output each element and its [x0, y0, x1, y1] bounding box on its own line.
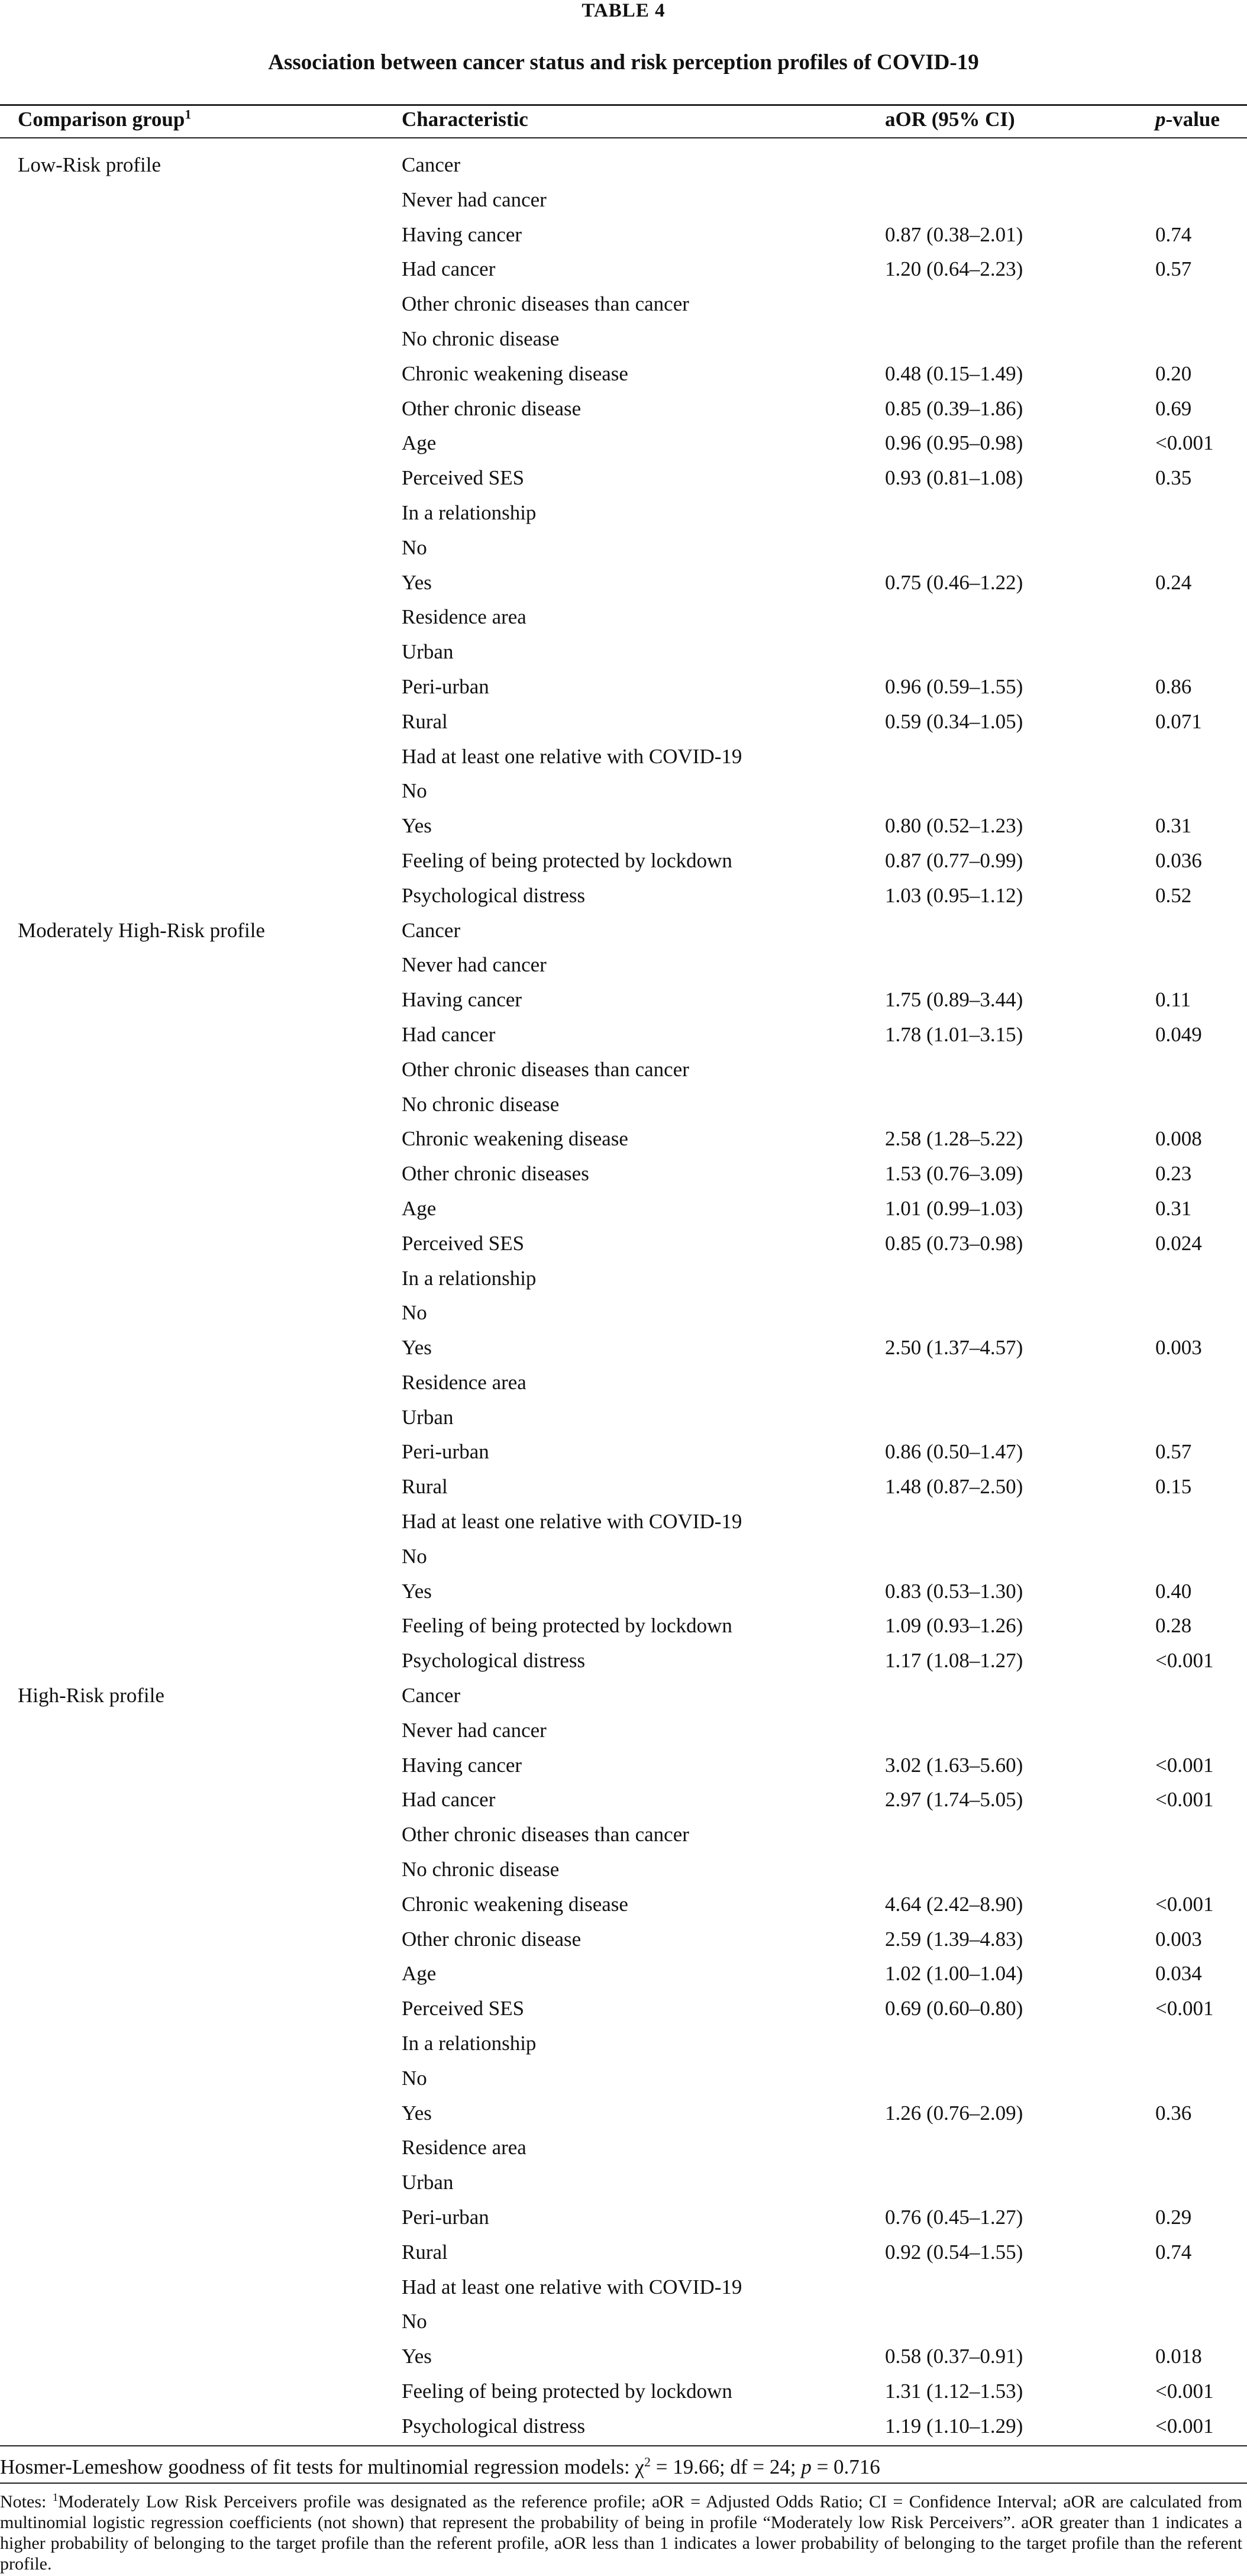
row-aor-cell: 0.85 (0.73–0.98) [885, 1231, 1023, 1255]
row-pvalue-cell: 0.40 [1155, 1579, 1192, 1603]
table-row [0, 1681, 1247, 1716]
row-aor-cell: 1.53 (0.76–3.09) [885, 1162, 1023, 1186]
row-pvalue-cell: <0.001 [1155, 1788, 1214, 1812]
table-row [0, 742, 1247, 777]
hosmer-text-before: Hosmer-Lemeshow goodness of fit tests for multinomial regression models: χ [0, 2455, 644, 2478]
table-row [0, 1368, 1247, 1403]
row-characteristic-cell: Other chronic diseases than cancer [402, 1057, 689, 1081]
row-characteristic-cell: Yes [402, 570, 432, 594]
row-pvalue-cell: 0.071 [1155, 709, 1202, 733]
table-row [0, 2168, 1247, 2203]
row-characteristic-cell: Other chronic diseases than cancer [402, 292, 689, 316]
table-row [0, 1298, 1247, 1333]
row-characteristic-cell: Rural [402, 1475, 448, 1499]
row-pvalue-cell: 0.52 [1155, 883, 1192, 907]
row-characteristic-cell: No chronic disease [402, 1858, 560, 1881]
row-characteristic-cell: No chronic disease [402, 1092, 560, 1116]
row-aor-cell: 1.78 (1.01–3.15) [885, 1022, 1023, 1046]
row-characteristic-cell: Having cancer [402, 1753, 522, 1777]
row-characteristic-cell: Other chronic diseases [402, 1162, 589, 1186]
table-row [0, 1194, 1247, 1229]
table-row [0, 2342, 1247, 2377]
table-row [0, 533, 1247, 568]
table-row [0, 185, 1247, 220]
row-characteristic-cell: Peri-urban [402, 674, 489, 698]
row-characteristic-cell: No [402, 1544, 427, 1568]
row-characteristic-cell: No chronic disease [402, 327, 560, 350]
row-characteristic-cell: Had cancer [402, 257, 496, 281]
row-aor-cell: 1.31 (1.12–1.53) [885, 2380, 1023, 2403]
row-characteristic-cell: Never had cancer [402, 1718, 547, 1742]
row-aor-cell: 0.92 (0.54–1.55) [885, 2240, 1023, 2264]
row-characteristic-cell: In a relationship [402, 501, 537, 524]
table-row [0, 1333, 1247, 1368]
row-characteristic-cell: Yes [402, 1336, 432, 1360]
table-row [0, 950, 1247, 985]
header-group-label: Comparison group [18, 108, 185, 131]
row-characteristic-cell: Cancer [402, 918, 461, 942]
table-row [0, 811, 1247, 846]
row-characteristic-cell: Residence area [402, 605, 526, 629]
table-row [0, 881, 1247, 916]
notes-text: Moderately Low Risk Perceivers profile was designated as the reference profile; aOR = Adjusted Odds Ratio; CI = Confidence Interval; aOR are calculated from multinomial logistic regression coefficients (not shown) that represent the probability of being in profile “Moderately low Risk Perceivers”. aOR greater than 1 indicates a higher probability of belonging to the target profile than the referent profile, aOR less than 1 indicates a lower probability of belonging to the target profile than the referent profile. [0, 2492, 1243, 2574]
row-characteristic-cell: Residence area [402, 2136, 526, 2159]
row-pvalue-cell: 0.24 [1155, 570, 1192, 594]
table-row [0, 498, 1247, 533]
table-row [0, 150, 1247, 185]
table-row [0, 1890, 1247, 1925]
row-aor-cell: 2.97 (1.74–5.05) [885, 1788, 1023, 1812]
row-characteristic-cell: Urban [402, 640, 454, 664]
row-characteristic-cell: Cancer [402, 1684, 461, 1707]
row-characteristic-cell: Had at least one relative with COVID-19 [402, 2275, 742, 2299]
row-pvalue-cell: 0.28 [1155, 1614, 1192, 1638]
row-pvalue-cell: 0.036 [1155, 848, 1202, 872]
table-row [0, 2377, 1247, 2412]
row-characteristic-cell: Feeling of being protected by lockdown [402, 848, 732, 872]
table-row [0, 1542, 1247, 1577]
row-characteristic-cell: Having cancer [402, 222, 522, 246]
row-aor-cell: 1.20 (0.64–2.23) [885, 257, 1023, 281]
row-pvalue-cell: 0.35 [1155, 466, 1192, 490]
row-pvalue-cell: 0.003 [1155, 1336, 1202, 1360]
table-row [0, 1124, 1247, 1159]
table-row [0, 359, 1247, 394]
row-aor-cell: 0.96 (0.59–1.55) [885, 674, 1023, 698]
row-aor-cell: 1.02 (1.00–1.04) [885, 1962, 1023, 1986]
row-pvalue-cell: 0.15 [1155, 1475, 1192, 1499]
table-row [0, 1785, 1247, 1820]
row-pvalue-cell: <0.001 [1155, 2414, 1214, 2438]
row-characteristic-cell: Never had cancer [402, 953, 547, 977]
row-pvalue-cell: <0.001 [1155, 1997, 1214, 2020]
table-row [0, 1437, 1247, 1472]
row-characteristic-cell: In a relationship [402, 1266, 537, 1290]
row-pvalue-cell: 0.31 [1155, 814, 1192, 838]
row-pvalue-cell: 0.23 [1155, 1162, 1192, 1186]
table-row [0, 2238, 1247, 2272]
table-caption: Association between cancer status and risk perception profiles of COVID-19 [268, 50, 979, 75]
row-characteristic-cell: Psychological distress [402, 1649, 586, 1673]
row-characteristic-cell: Feeling of being protected by lockdown [402, 1614, 732, 1638]
row-aor-cell: 0.87 (0.38–2.01) [885, 222, 1023, 246]
table-row [0, 289, 1247, 324]
row-pvalue-cell: 0.74 [1155, 2240, 1192, 2264]
row-characteristic-cell: Never had cancer [402, 188, 547, 211]
row-characteristic-cell: Perceived SES [402, 1997, 525, 2020]
row-pvalue-cell: 0.11 [1155, 988, 1191, 1012]
table-label: TABLE 4 [581, 0, 666, 21]
row-pvalue-cell: 0.20 [1155, 361, 1192, 385]
row-aor-cell: 1.03 (0.95–1.12) [885, 883, 1023, 907]
row-aor-cell: 0.80 (0.52–1.23) [885, 814, 1023, 838]
table-row [0, 1403, 1247, 1438]
row-characteristic-cell: Age [402, 1196, 437, 1220]
table-row [0, 568, 1247, 603]
row-aor-cell: 0.86 (0.50–1.47) [885, 1440, 1023, 1464]
row-pvalue-cell: <0.001 [1155, 1649, 1214, 1673]
table-row [0, 2412, 1247, 2446]
row-aor-cell: 0.59 (0.34–1.05) [885, 709, 1023, 733]
table-row [0, 1020, 1247, 1055]
row-aor-cell: 0.83 (0.53–1.30) [885, 1579, 1023, 1603]
row-characteristic-cell: Urban [402, 1405, 454, 1429]
table-row [0, 220, 1247, 255]
row-characteristic-cell: Age [402, 431, 437, 455]
table-row [0, 1820, 1247, 1855]
table-row [0, 2203, 1247, 2238]
row-characteristic-cell: Yes [402, 814, 432, 838]
table-body [0, 150, 1247, 2446]
row-aor-cell: 1.75 (0.89–3.44) [885, 988, 1023, 1012]
row-characteristic-cell: No [402, 535, 427, 559]
header-group-footnote: 1 [185, 106, 192, 122]
row-characteristic-cell: Having cancer [402, 988, 522, 1012]
table-row [0, 707, 1247, 742]
row-characteristic-cell: Urban [402, 2171, 454, 2194]
row-characteristic-cell: Psychological distress [402, 883, 586, 907]
row-characteristic-cell: Psychological distress [402, 2414, 586, 2438]
row-pvalue-cell: 0.31 [1155, 1196, 1192, 1220]
table-row [0, 1159, 1247, 1194]
top-rule [0, 104, 1247, 106]
table-row [0, 1855, 1247, 1890]
row-characteristic-cell: Chronic weakening disease [402, 361, 628, 385]
table-row [0, 1716, 1247, 1751]
row-pvalue-cell: 0.018 [1155, 2345, 1202, 2368]
row-characteristic-cell: No [402, 2310, 427, 2333]
table-row [0, 2272, 1247, 2307]
table-row [0, 1611, 1247, 1646]
row-pvalue-cell: 0.86 [1155, 674, 1192, 698]
row-aor-cell: 0.69 (0.60–0.80) [885, 1997, 1023, 2020]
row-characteristic-cell: Had at least one relative with COVID-19 [402, 744, 742, 768]
row-aor-cell: 1.17 (1.08–1.27) [885, 1649, 1023, 1673]
row-characteristic-cell: Cancer [402, 153, 461, 176]
table-row [0, 1925, 1247, 1960]
header-rule [0, 137, 1247, 138]
row-characteristic-cell: Yes [402, 1579, 432, 1603]
row-characteristic-cell: No [402, 1301, 427, 1325]
bottom-rule [0, 2445, 1247, 2446]
hosmer-p: p [801, 2455, 812, 2478]
header-pvalue [1155, 106, 1220, 133]
row-pvalue-cell: 0.69 [1155, 396, 1192, 420]
table-row [0, 1507, 1247, 1542]
table-row [0, 2307, 1247, 2342]
row-pvalue-cell: 0.003 [1155, 1927, 1202, 1951]
row-characteristic-cell: In a relationship [402, 2032, 537, 2055]
row-aor-cell: 2.50 (1.37–4.57) [885, 1336, 1023, 1360]
header-pvalue-rest: -value [1165, 108, 1220, 131]
row-aor-cell: 0.87 (0.77–0.99) [885, 848, 1023, 872]
table-row [0, 1577, 1247, 1612]
row-pvalue-cell: 0.049 [1155, 1022, 1202, 1046]
table-row [0, 394, 1247, 429]
table-row [0, 637, 1247, 672]
row-characteristic-cell: Yes [402, 2345, 432, 2368]
row-aor-cell: 0.75 (0.46–1.22) [885, 570, 1023, 594]
table-row [0, 428, 1247, 463]
table-row [0, 672, 1247, 707]
table-row [0, 1751, 1247, 1786]
row-characteristic-cell: No [402, 779, 427, 803]
table-row [0, 1646, 1247, 1681]
hosmer-lemeshow-note [0, 2454, 1247, 2480]
row-aor-cell: 3.02 (1.63–5.60) [885, 1753, 1023, 1777]
table-row [0, 1472, 1247, 1507]
table-row [0, 776, 1247, 811]
row-characteristic-cell: Age [402, 1962, 437, 1986]
table-row [0, 602, 1247, 637]
row-pvalue-cell: <0.001 [1155, 1753, 1214, 1777]
row-characteristic-cell: Perceived SES [402, 1231, 525, 1255]
table-row [0, 985, 1247, 1020]
row-characteristic-cell: Rural [402, 2240, 448, 2264]
header-aor: aOR (95% CI) [885, 108, 1015, 131]
table-row [0, 2099, 1247, 2133]
row-pvalue-cell: <0.001 [1155, 1892, 1214, 1916]
table-row [0, 254, 1247, 289]
row-characteristic-cell: No [402, 2066, 427, 2090]
row-aor-cell: 1.26 (0.76–2.09) [885, 2101, 1023, 2125]
notes-footnote-mark: 1 [52, 2491, 59, 2504]
row-pvalue-cell: 0.024 [1155, 1231, 1202, 1255]
row-aor-cell: 4.64 (2.42–8.90) [885, 1892, 1023, 1916]
row-characteristic-cell: Peri-urban [402, 1440, 489, 1464]
notes-prefix: Notes: [0, 2492, 53, 2512]
header-characteristic: Characteristic [402, 108, 528, 131]
table-row [0, 916, 1247, 951]
row-characteristic-cell: Feeling of being protected by lockdown [402, 2380, 732, 2403]
row-pvalue-cell: 0.36 [1155, 2101, 1192, 2125]
row-characteristic-cell: Rural [402, 709, 448, 733]
row-pvalue-cell: 0.57 [1155, 257, 1192, 281]
table-row [0, 1264, 1247, 1299]
row-pvalue-cell: <0.001 [1155, 431, 1214, 455]
row-aor-cell: 0.58 (0.37–0.91) [885, 2345, 1023, 2368]
row-characteristic-cell: Other chronic disease [402, 396, 581, 420]
row-characteristic-cell: Yes [402, 2101, 432, 2125]
table-row [0, 1959, 1247, 1994]
row-characteristic-cell: Had cancer [402, 1788, 496, 1812]
row-aor-cell: 0.93 (0.81–1.08) [885, 466, 1023, 490]
row-aor-cell: 1.48 (0.87–2.50) [885, 1475, 1023, 1499]
row-pvalue-cell: 0.74 [1155, 222, 1192, 246]
row-aor-cell: 0.85 (0.39–1.86) [885, 396, 1023, 420]
table-row [0, 463, 1247, 498]
row-characteristic-cell: Had cancer [402, 1022, 496, 1046]
row-aor-cell: 1.01 (0.99–1.03) [885, 1196, 1023, 1220]
row-aor-cell: 0.48 (0.15–1.49) [885, 361, 1023, 385]
row-aor-cell: 0.76 (0.45–1.27) [885, 2206, 1023, 2229]
row-characteristic-cell: Had at least one relative with COVID-19 [402, 1510, 742, 1534]
row-characteristic-cell: Perceived SES [402, 466, 525, 490]
row-group-cell: High-Risk profile [18, 1684, 164, 1707]
row-aor-cell: 2.58 (1.28–5.22) [885, 1127, 1023, 1151]
hosmer-text-after: = 0.716 [811, 2455, 880, 2478]
row-pvalue-cell: 0.034 [1155, 1962, 1202, 1986]
row-characteristic-cell: Residence area [402, 1370, 526, 1394]
table-row [0, 2064, 1247, 2099]
row-aor-cell: 2.59 (1.39–4.83) [885, 1927, 1023, 1951]
row-pvalue-cell: 0.008 [1155, 1127, 1202, 1151]
table-row [0, 324, 1247, 359]
row-characteristic-cell: Peri-urban [402, 2206, 489, 2229]
row-aor-cell: 1.09 (0.93–1.26) [885, 1614, 1023, 1638]
hosmer-chi-sup: 2 [644, 2454, 651, 2470]
row-aor-cell: 0.96 (0.95–0.98) [885, 431, 1023, 455]
row-pvalue-cell: 0.29 [1155, 2206, 1192, 2229]
table-row [0, 846, 1247, 881]
row-group-cell: Moderately High-Risk profile [18, 918, 265, 942]
table-row [0, 2133, 1247, 2168]
notes-rule [0, 2483, 1247, 2484]
row-pvalue-cell: 0.57 [1155, 1440, 1192, 1464]
hosmer-text-mid: = 19.66; df = 24; [650, 2455, 802, 2478]
row-group-cell: Low-Risk profile [18, 153, 161, 176]
table-row [0, 1055, 1247, 1090]
row-aor-cell: 1.19 (1.10–1.29) [885, 2414, 1023, 2438]
table-notes [0, 2491, 1242, 2574]
table-row [0, 2029, 1247, 2064]
table-row [0, 1994, 1247, 2029]
row-characteristic-cell: Chronic weakening disease [402, 1127, 628, 1151]
row-pvalue-cell: <0.001 [1155, 2380, 1214, 2403]
header-group [18, 106, 191, 133]
row-characteristic-cell: Other chronic diseases than cancer [402, 1823, 689, 1847]
table-row [0, 1229, 1247, 1264]
table-row [0, 1090, 1247, 1125]
row-characteristic-cell: Chronic weakening disease [402, 1892, 628, 1916]
header-pvalue-italic: p [1155, 108, 1166, 131]
row-characteristic-cell: Other chronic disease [402, 1927, 581, 1951]
